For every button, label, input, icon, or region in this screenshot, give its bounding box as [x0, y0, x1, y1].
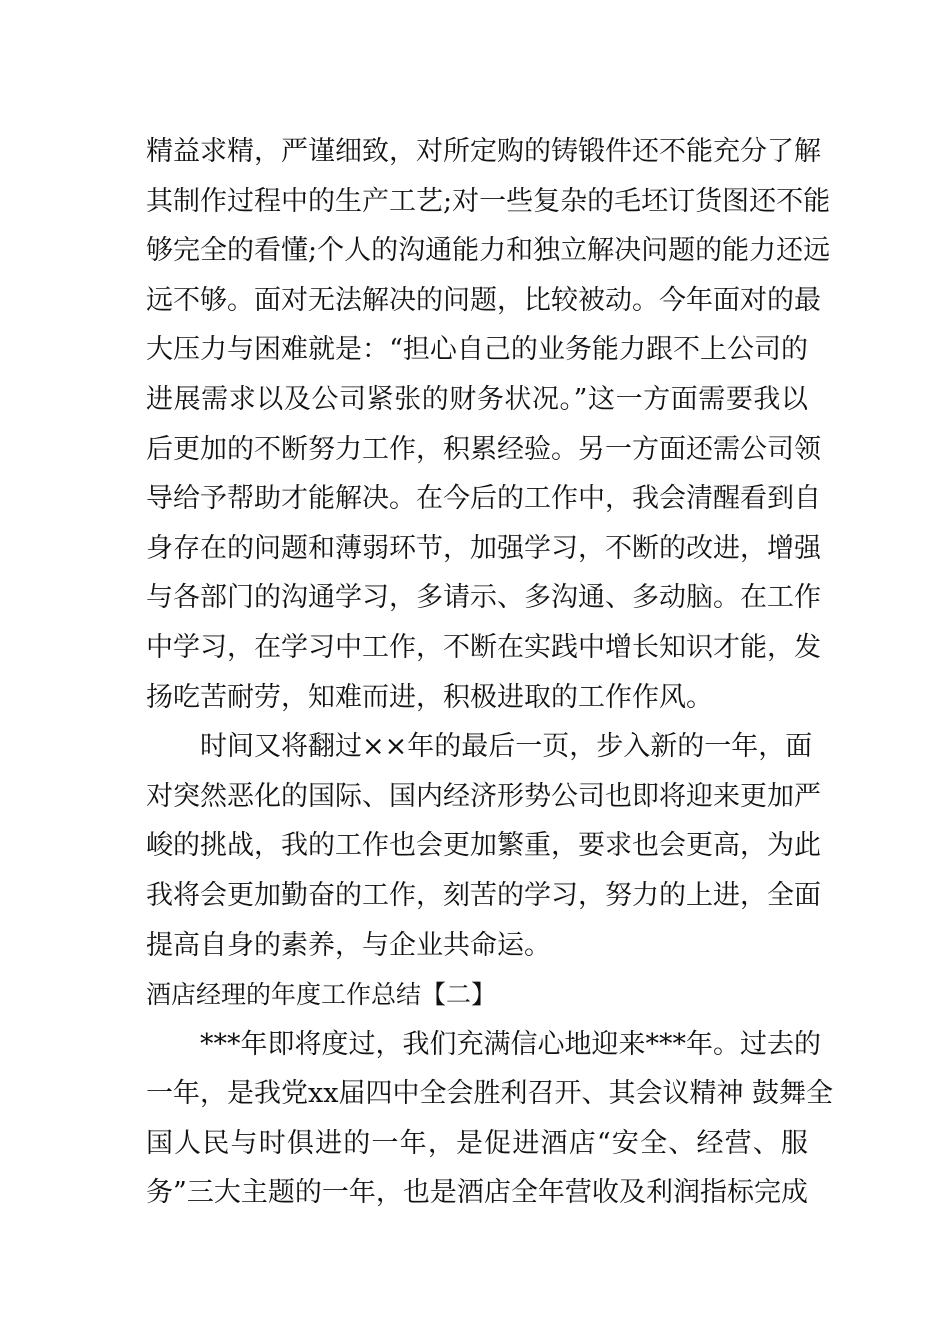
section-heading: 酒店经理的年度工作总结【二】 — [146, 980, 497, 1010]
text-line: 对突然恶化的国际、国内经济形势公司也即将迎来更加严 — [146, 780, 821, 812]
text-line: 远不够。面对无法解决的问题，比较被动。今年面对的最 — [146, 284, 821, 316]
text-line: 一年，是我党xx届四中全会胜利召开、其会议精神 鼓舞全 — [146, 1078, 834, 1110]
document-body — [146, 127, 834, 1218]
text-line: 中学习，在学习中工作，不断在实践中增长知识才能，发 — [146, 631, 821, 663]
text-line: 提高自身的素养，与企业共命运。 — [146, 929, 551, 961]
text-line: 大压力与困难就是：“担心自己的业务能力跟不上公司的 — [146, 334, 808, 366]
text-line: ***年即将度过，我们充满信心地迎来***年。过去的 — [200, 1028, 821, 1060]
text-line: 峻的挑战，我的工作也会更加繁重，要求也会更高，为此 — [146, 830, 821, 862]
text-line: 后更加的不断努力工作，积累经验。另一方面还需公司领 — [146, 433, 821, 465]
text-line: 身存在的问题和薄弱环节，加强学习，不断的改进，增强 — [146, 532, 821, 564]
text-line: 导给予帮助才能解决。在今后的工作中，我会清醒看到自 — [146, 483, 821, 515]
text-line: 我将会更加勤奋的工作，刻苦的学习，努力的上进，全面 — [146, 879, 821, 911]
text-line: 够完全的看懂;个人的沟通能力和独立解决问题的能力还远 — [146, 235, 831, 267]
text-line: 时间又将翻过××年的最后一页，步入新的一年，面 — [200, 731, 813, 763]
text-line: 精益求精，严谨细致，对所定购的铸锻件还不能充分了解 — [146, 136, 821, 167]
paragraph-1 — [146, 127, 831, 722]
paragraph-3 — [146, 1020, 834, 1218]
text-line: 进展需求以及公司紧张的财务状况。”这一方面需要我以 — [146, 383, 808, 415]
text-line: 其制作过程中的生产工艺;对一些复杂的毛坯订货图还不能 — [146, 185, 831, 217]
paragraph-2 — [146, 722, 821, 970]
text-line: 与各部门的沟通学习，多请示、多沟通、多动脑。在工作 — [146, 582, 821, 614]
text-line: 国人民与时俱进的一年，是促进酒店“安全、经营、服 — [146, 1127, 808, 1159]
text-line: 务”三大主题的一年，也是酒店全年营收及利润指标完成 — [146, 1177, 808, 1209]
text-line: 扬吃苦耐劳，知难而进，积极进取的工作作风。 — [146, 681, 713, 713]
